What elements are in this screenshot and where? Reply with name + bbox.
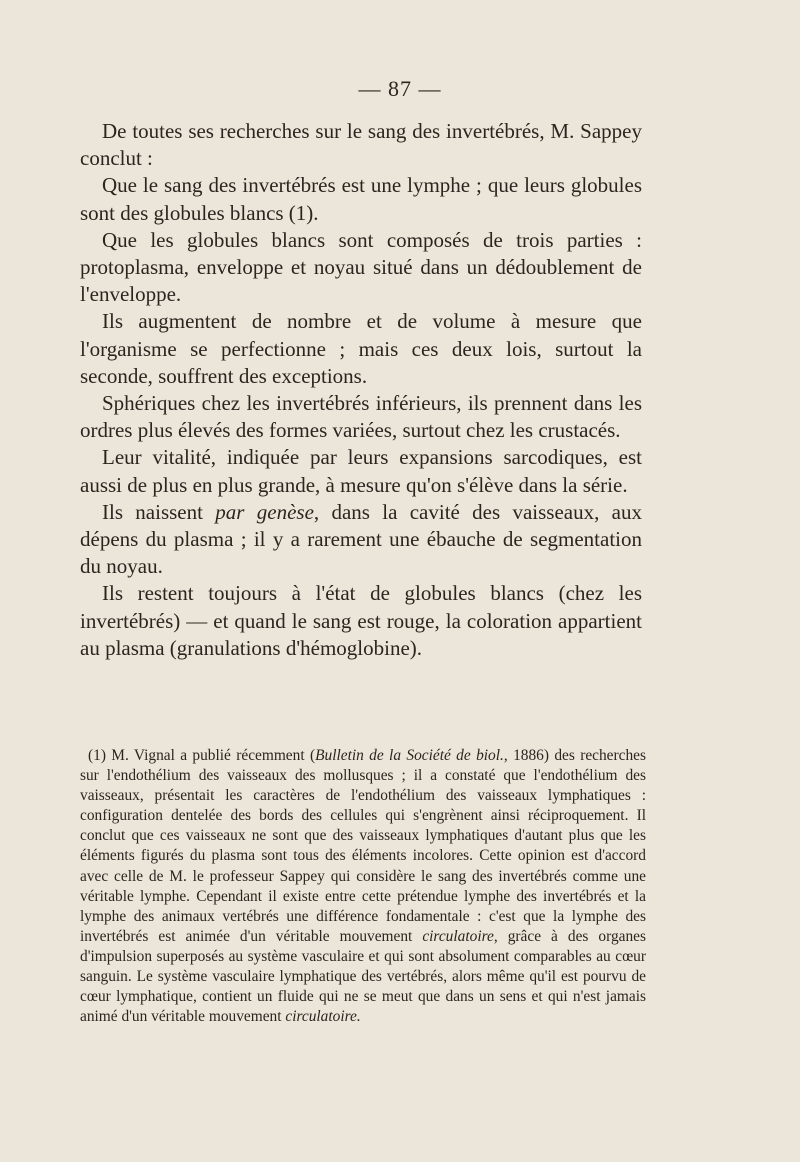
paragraph-1: De toutes ses recherches sur le sang des invertébrés, M. Sappey conclut : [80,119,642,171]
paragraph-7: Ils naissent par genèse, dans la cavité des vaisseaux, aux dépens du plasma ; il y a rarement une ébauche de segmentation du noyau. [80,499,642,579]
paragraph-3: Que les globules blancs sont composés de trois parties : protoplasma, enveloppe et noyau situé dans un dédoublement de l'enveloppe. [80,227,642,307]
footnote: (1) M. Vignal a publié récemment (Bulletin de la Société de biol., 1886) des recherches sur l'endothélium des vaisseaux des mollusques ; il a constaté que l'endothélium des vaisseaux, présentait les caractères de l'endothélium des vaisseaux lymphatiques : configuration dentelée des bords des cellules qui s'engrènent ainsi réciproquement. Il conclut que ces vaisseaux ne sont que des vaisseaux lymphatiques d'autant plus que les éléments figurés du plasma sont tous des éléments incolores. Cette opinion est d'accord avec celle de M. le professeur Sappey qui considère le sang des invertébrés comme une véritable lymphe. Cependant il existe entre cette prétendue lymphe des invertébrés et la lymphe des animaux vertébrés une différence fondamentale : c'est que la lymphe des invertébrés est animée d'un véritable mouvement circulatoire, grâce à des organes d'impulsion superposés au système vasculaire et qui sont absolument comparables au cœur sanguin. Le système vasculaire lymphatique des vertébrés, alors même qu'il est pourvu de cœur lymphatique, contient un fluide qui ne se meut que dans un sens et qui n'est jamais animé d'un véritable mouvement circulatoire. [80,747,646,1026]
paragraph-4: Ils augmentent de nombre et de volume à mesure que l'organisme se perfectionne ; mais ces deux lois, surtout la seconde, souffrent des exceptions. [80,309,642,388]
main-text [80,118,642,662]
paragraph-2: Que le sang des invertébrés est une lymphe ; que leurs globules sont des globules blancs (1). [80,173,642,225]
paragraph-8: Ils restent toujours à l'état de globules blancs (chez les invertébrés) — et quand le sang est rouge, la coloration appartient au plasma (granulations d'hémoglobine). [80,581,642,660]
paragraph-5: Sphériques chez les invertébrés inférieurs, ils prennent dans les ordres plus élevés des formes variées, surtout chez les crustacés. [80,391,642,443]
page-number: — 87 — [358,76,442,101]
paragraph-6: Leur vitalité, indiquée par leurs expansions sarcodiques, est aussi de plus en plus grande, à mesure qu'on s'élève dans la série. [80,445,642,497]
italic-phrase: par genèse [215,499,314,524]
footnote-citation: Bulletin de la Société de biol. [315,747,504,764]
